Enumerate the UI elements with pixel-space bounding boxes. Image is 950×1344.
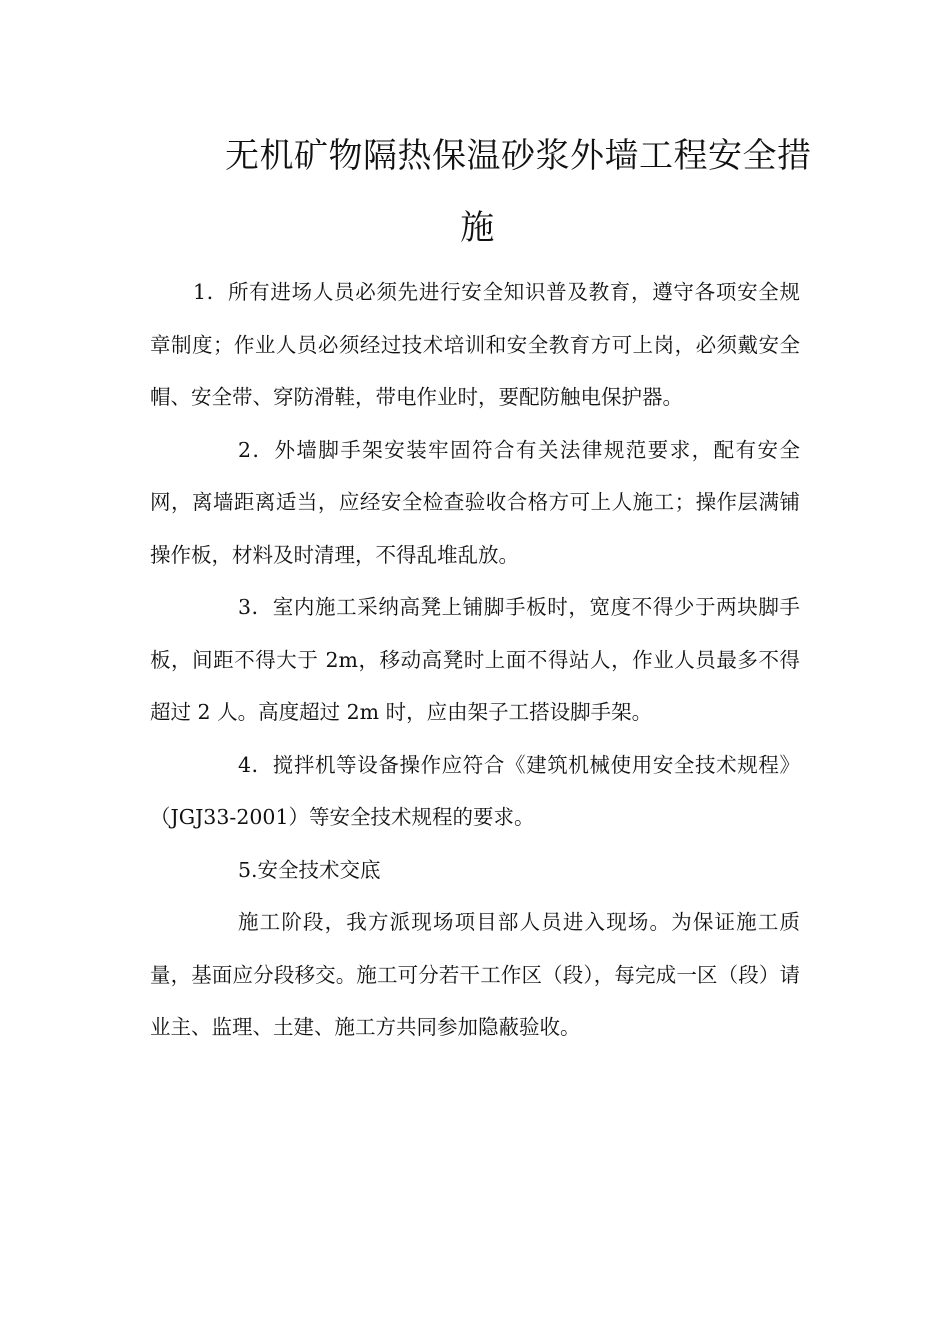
- paragraph-6: 施工阶段，我方派现场项目部人员进入现场。为保证施工质量，基面应分段移交。施工可分若干工作区（段），每完成一区（段）请业主、监理、土建、施工方共同参加隐蔽验收。: [150, 910, 800, 1039]
- paragraph-3: 3．室内施工采纳高凳上铺脚手板时，宽度不得少于两块脚手板，间距不得大于 2m，移动高凳时上面不得站人，作业人员最多不得超过 2 人。高度超过 2m 时，应由架子工搭设脚手架。: [150, 595, 800, 724]
- title-line-2: 施: [460, 208, 495, 248]
- title-line-1: 无机矿物隔热保温砂浆外墙工程安全措: [225, 136, 812, 176]
- document-body: [150, 266, 800, 1054]
- section-heading-5: 5.安全技术交底: [238, 857, 381, 882]
- paragraph-4: 4．搅拌机等设备操作应符合《建筑机械使用安全技术规程》（JGJ33-2001）等安全技术规程的要求。: [150, 752, 800, 829]
- paragraph-2: 2．外墙脚手架安装牢固符合有关法律规范要求，配有安全网，离墙距离适当，应经安全检查验收合格方可上人施工；操作层满铺操作板，材料及时清理，不得乱堆乱放。: [150, 437, 800, 567]
- paragraph-1: 1．所有进场人员必须先进行安全知识普及教育，遵守各项安全规章制度；作业人员必须经过技术培训和安全教育方可上岗，必须戴安全帽、安全带、穿防滑鞋，带电作业时，要配防触电保护器。: [150, 280, 800, 409]
- document-title: [150, 120, 812, 264]
